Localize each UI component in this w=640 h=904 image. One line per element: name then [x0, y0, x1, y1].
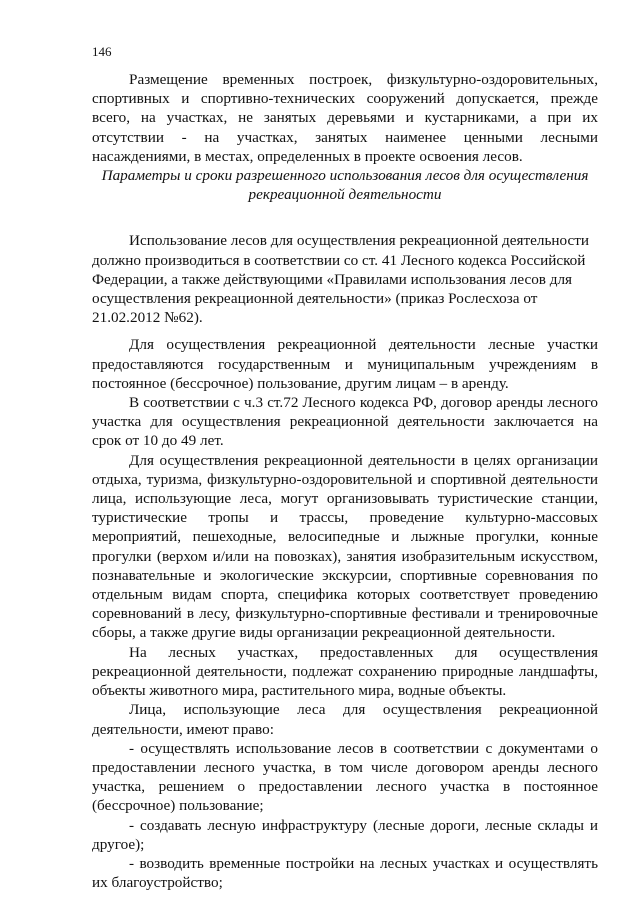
section-heading: Параметры и сроки разрешенного использования лесов для осуществления рекреационной деятельности: [101, 167, 589, 204]
paragraph-legal-basis: Использование лесов для осуществления рекреационной деятельности должно производиться в соответствии со ст. 41 Лесного кодекса Российской Федерации, а также действующими «Правилами использования лесов для осуществления рекреационной деятельности» (приказ Рослесхоза от 21.02.2012 №62).: [92, 232, 590, 327]
list-item: - создавать лесную инфраструктуру (лесные дороги, лесные склады и другое);: [92, 816, 598, 853]
paragraph-land-provision: Для осуществления рекреационной деятельности лесные участки предоставляются государственным и муниципальным учреждениям в постоянное (бессрочное) пользование, другим лицам – в аренду.: [92, 336, 598, 392]
page-number: 146: [92, 44, 112, 59]
list-item: - возводить временные постройки на лесных участках и осуществлять их благоустройство;: [92, 854, 598, 892]
section-gap: [92, 204, 598, 231]
list-item: - осуществлять использование лесов в соответствии с документами о предоставлении лесного участка, в том числе договором аренды лесного участка, решением о предоставлении лесного участка в постоянное (бессрочное) пользование;: [92, 739, 598, 815]
paragraph-preservation: На лесных участках, предоставленных для осуществления рекреационной деятельности, подлежат сохранению природные ландшафты, объекты животного мира, растительного мира, водные объекты.: [92, 643, 598, 700]
page-body: [92, 70, 598, 892]
paragraph-lease-term: В соответствии с ч.3 ст.72 Лесного кодекса РФ, договор аренды лесного участка для осуществления рекреационной деятельности заключается на срок от 10 до 49 лет.: [92, 394, 598, 450]
paragraph-gap: [92, 327, 598, 335]
rights-list: [92, 739, 598, 893]
paragraph-rights-intro: Лица, использующие леса для осуществления рекреационной деятельности, имеют право:: [92, 701, 598, 738]
paragraph-recreation-activities: Для осуществления рекреационной деятельности в целях организации отдыха, туризма, физкультурно-оздоровительной и спортивной деятельности лица, использующие леса, могут организовывать туристические станции, туристические тропы и трассы, проведение культурно-массовых мероприятий, пешеходные, велосипедные и лыжные прогулки, конные прогулки (верхом и/или на повозках), занятия изобразительным искусством, познавательные и экологические экскурсии, спортивные соревнования по отдельным видам спорта, специфика которых соответствует проведению соревнований в лесу, физкультурно-спортивные фестивали и тренировочные сборы, а также другие виды организации рекреационной деятельности.: [92, 451, 598, 642]
paragraph-temporary-buildings: Размещение временных построек, физкультурно-оздоровительных, спортивных и спортивно-технических сооружений допускается, прежде всего, на участках, не занятых деревьями и кустарниками, а при их отсутствии - на участках, занятых наименее ценными лесными насаждениями, в местах, определенных в проекте освоения лесов.: [92, 71, 598, 165]
